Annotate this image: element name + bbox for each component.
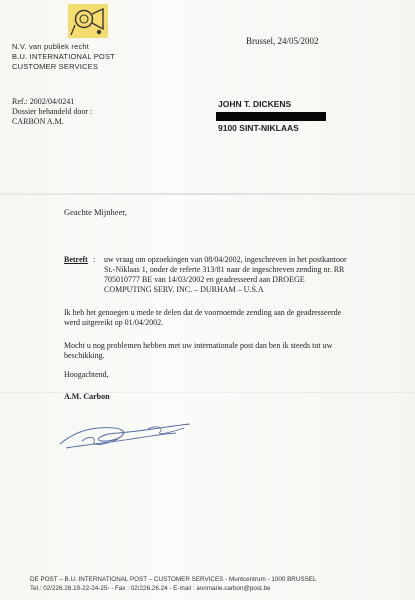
subject-colon: : [93, 255, 96, 264]
closing: Hoogachtend, [64, 370, 109, 379]
sender-line: CUSTOMER SERVICES [12, 62, 99, 71]
body-line: werd uitgereikt op 01/04/2002. [64, 318, 164, 327]
subject-text [104, 255, 394, 295]
sender-line: B.U. INTERNATIONAL POST [12, 52, 115, 61]
sender-block [12, 42, 115, 72]
paper-fold [0, 193, 415, 195]
post-horn-logo-icon [68, 4, 108, 38]
salutation: Geachte Mijnheer, [64, 207, 127, 217]
subject-line: uw vraag om opzoekingen van 08/04/2002, ingeschreven in het postkantoor [104, 255, 347, 264]
recipient-name: JOHN T. DICKENS [218, 99, 292, 109]
subject-line: 705010777 BE van 14/03/2002 en geadresseerd aan DROEGE [104, 275, 305, 284]
subject-label: Betreft [64, 255, 88, 264]
footer-address: DE POST – B.U. INTERNATIONAL POST – CUSTOMER SERVICES - Muntcentrum - 1000 BRUSSEL [30, 576, 317, 583]
paper-fold [0, 392, 415, 393]
body-line: Ik heb het genoegen u mede te delen dat de voornoemde zending aan de geadresseerde [64, 308, 342, 317]
body-paragraph-delivery [64, 308, 394, 328]
body-line: Mocht u nog problemen hebben met uw internationale post dan ben ik steeds tot uw [64, 341, 333, 350]
redaction-bar [216, 112, 326, 121]
body-paragraph-assistance [64, 341, 394, 361]
recipient-address [218, 99, 291, 110]
reference-number: Ref.: 2002/04/0241 [12, 97, 75, 106]
letter-footer [30, 575, 316, 593]
handwritten-signature [52, 414, 212, 458]
subject-line: COMPUTING SERV. INC. – DURHAM – U.S.A [104, 285, 264, 294]
reference-block [12, 97, 92, 127]
handled-by-label: Dossier behandeld door : [12, 107, 93, 116]
footer-contact: Tel.: 02/226.26.19-22-24-25- - Fax : 02/226.26.24 - E-mail : annmarie.carbon@post.be [30, 585, 271, 592]
recipient-city-text: 9100 SINT-NIKLAAS [218, 123, 299, 133]
handler-name: CARBON A.M. [12, 117, 64, 126]
signer-name: A.M. Carbon [64, 392, 110, 401]
subject-line: St.-Niklaas 1, onder de referte 313/81 naar de ingeschreven zending nr. RR [104, 265, 345, 274]
place-date: Brussel, 24/05/2002 [246, 36, 319, 46]
body-line: beschikking. [64, 351, 105, 360]
recipient-city [218, 123, 299, 134]
sender-line: N.V. van publiek recht [12, 42, 90, 51]
